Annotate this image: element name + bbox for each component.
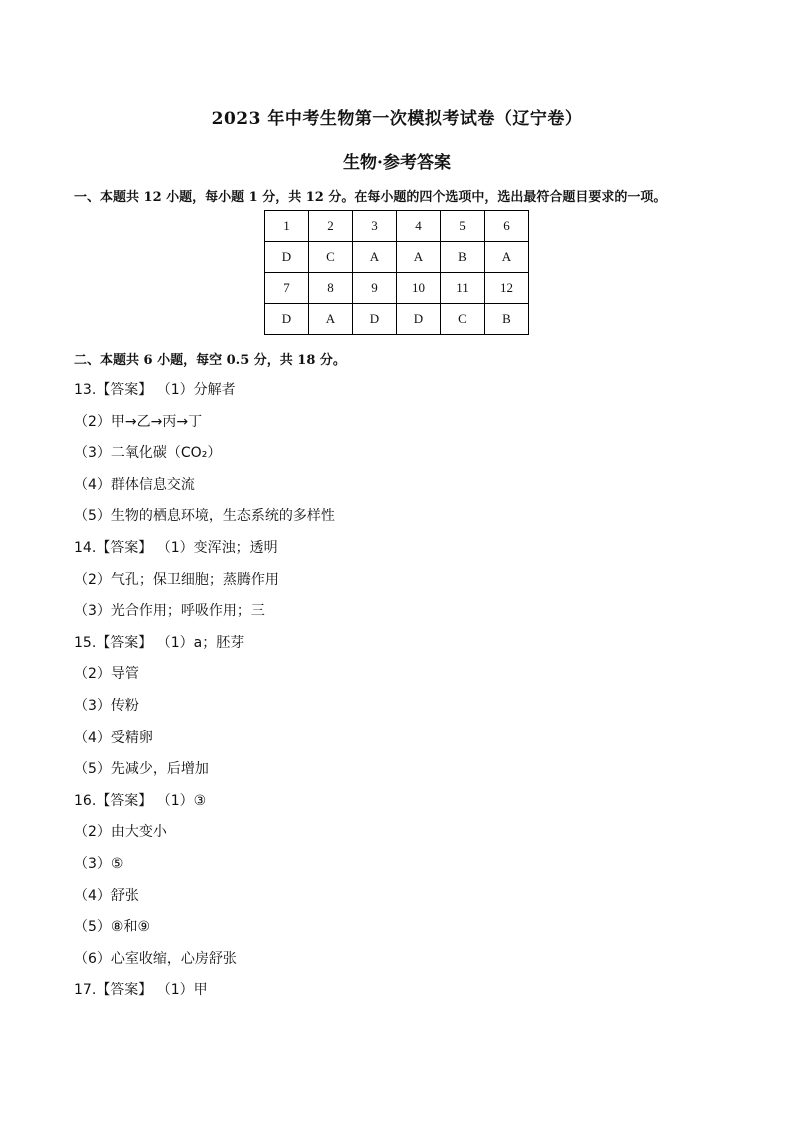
table-cell: 10 [397,273,441,304]
answer-table [264,210,529,335]
answer-line: （4）舒张 [74,887,139,904]
table-cell: 3 [353,211,397,242]
table-cell: 4 [397,211,441,242]
page-subtitle: 生物·参考答案 [343,153,451,173]
answer-line: （2）气孔；保卫细胞；蒸腾作用 [74,571,279,588]
table-row [265,304,529,335]
answer-line: （2）甲→乙→丙→丁 [74,413,203,430]
table-cell: 9 [353,273,397,304]
answer-line: 15.【答案】 （1）a；胚芽 [74,634,245,651]
answer-line: 13.【答案】 （1）分解者 [74,382,236,398]
answer-line: （2）由大变小 [74,824,167,841]
answer-line: （3）⑤ [74,855,124,872]
answer-line: 16.【答案】 （1）③ [74,792,207,809]
table-cell: C [441,304,485,335]
table-cell: 2 [309,211,353,242]
answer-line: （6）心室收缩，心房舒张 [74,950,237,967]
answer-line: （5）⑧和⑨ [74,919,151,936]
answer-line: （3）传粉 [74,697,139,714]
section-1-heading: 一、本题共 12 小题，每小题 1 分，共 12 分。在每小题的四个选项中，选出最符合题目要求的一项。 [74,190,667,205]
table-row [265,242,529,273]
table-cell: A [353,242,397,273]
answer-line: （2）导管 [74,666,139,683]
table-row [265,211,529,242]
answer-line: 17.【答案】 （1）甲 [74,982,208,999]
table-cell: 5 [441,211,485,242]
table-cell: D [397,304,441,335]
table-cell: B [441,242,485,273]
answer-line: （4）受精卵 [74,729,153,746]
table-cell: D [353,304,397,335]
section-2-heading: 二、本题共 6 小题，每空 0.5 分，共 18 分。 [74,353,346,368]
table-cell: 7 [265,273,309,304]
table-cell: D [265,304,309,335]
table-cell: C [309,242,353,273]
table-cell: 11 [441,273,485,304]
table-cell: D [265,242,309,273]
page-title: 2023 年中考生物第一次模拟考试卷（辽宁卷） [211,109,583,129]
answer-line: 14.【答案】 （1）变浑浊；透明 [74,539,278,556]
answer-list [74,378,335,1010]
answer-line: （3）二氧化碳（CO₂） [74,445,222,462]
table-cell: 8 [309,273,353,304]
table-cell: 6 [485,211,529,242]
table-cell: B [485,304,529,335]
table-cell: 1 [265,211,309,242]
answer-line: （4）群体信息交流 [74,476,195,493]
table-cell: A [309,304,353,335]
answer-line: （3）光合作用；呼吸作用；三 [74,603,265,620]
table-cell: 12 [485,273,529,304]
table-row [265,273,529,304]
table-cell: A [485,242,529,273]
answer-line: （5）生物的栖息环境，生态系统的多样性 [74,508,335,525]
answer-line: （5）先减少，后增加 [74,761,209,778]
table-cell: A [397,242,441,273]
